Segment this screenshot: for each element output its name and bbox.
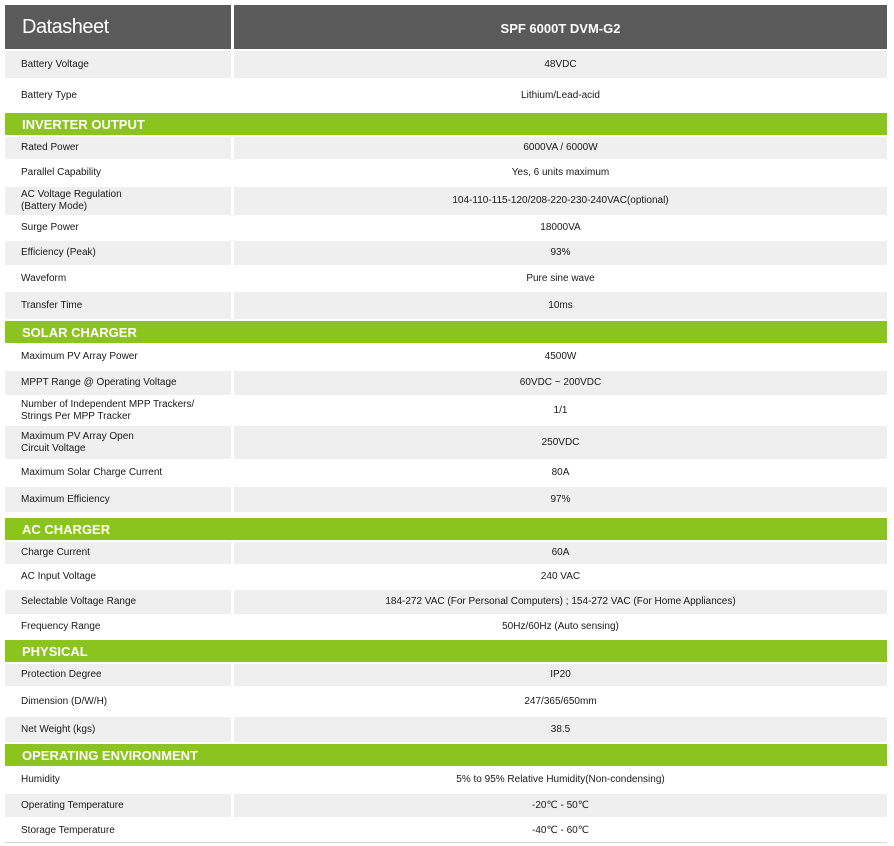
- row-label: Surge Power: [5, 217, 231, 239]
- row-label: Humidity: [5, 768, 231, 792]
- row-value: 5% to 95% Relative Humidity(Non-condensing): [234, 768, 887, 792]
- row-rated-power: [5, 135, 887, 159]
- row-label: Net Weight (kgs): [5, 717, 231, 742]
- row-value: 93%: [234, 241, 887, 265]
- row-parallel-capability: [5, 159, 887, 185]
- row-protection-degree: [5, 662, 887, 686]
- row-mppt-range: [5, 369, 887, 395]
- row-waveform: [5, 265, 887, 290]
- row-net-weight: [5, 715, 887, 742]
- row-value: 38.5: [234, 717, 887, 742]
- row-label: Number of Independent MPP Trackers/ Strings Per MPP Tracker: [5, 397, 231, 424]
- row-label: Frequency Range: [5, 616, 231, 638]
- row-label: Transfer Time: [5, 292, 231, 319]
- row-value: -40℃ - 60℃: [234, 819, 887, 842]
- row-label: Maximum Solar Charge Current: [5, 461, 231, 485]
- row-label: Selectable Voltage Range: [5, 590, 231, 614]
- row-operating-temperature: [5, 792, 887, 817]
- row-value: 247/365/650mm: [234, 688, 887, 715]
- row-label: Dimension (D/W/H): [5, 688, 231, 715]
- row-ac-voltage-regulation: [5, 185, 887, 215]
- row-value: 48VDC: [234, 51, 887, 78]
- model-name: SPF 6000T DVM-G2: [234, 5, 887, 49]
- datasheet-title: Datasheet: [5, 5, 231, 49]
- row-label: Battery Type: [5, 80, 231, 111]
- row-battery-type: [5, 78, 887, 111]
- row-label: Battery Voltage: [5, 51, 231, 78]
- row-surge-power: [5, 215, 887, 239]
- row-label: Maximum Efficiency: [5, 487, 231, 512]
- row-value: 104-110-115-120/208-220-230-240VAC(optional): [234, 187, 887, 215]
- row-value: 184-272 VAC (For Personal Computers) ; 154-272 VAC (For Home Appliances): [234, 590, 887, 614]
- row-value: -20℃ - 50℃: [234, 794, 887, 817]
- row-value: 4500W: [234, 345, 887, 369]
- row-value: 10ms: [234, 292, 887, 319]
- row-label: MPPT Range @ Operating Voltage: [5, 371, 231, 395]
- row-value: 60A: [234, 542, 887, 564]
- row-value: 60VDC ~ 200VDC: [234, 371, 887, 395]
- row-label: Maximum PV Array Open Circuit Voltage: [5, 426, 231, 459]
- row-storage-temperature: [5, 817, 887, 842]
- row-value: 1/1: [234, 397, 887, 424]
- row-value: 18000VA: [234, 217, 887, 239]
- row-label: Parallel Capability: [5, 161, 231, 185]
- row-label: Protection Degree: [5, 664, 231, 686]
- section-solar-charger: SOLAR CHARGER: [5, 319, 887, 343]
- row-value: 240 VAC: [234, 566, 887, 588]
- row-charge-current: [5, 540, 887, 564]
- row-value: 6000VA / 6000W: [234, 137, 887, 159]
- table-bottom-border: [5, 842, 887, 843]
- row-max-efficiency: [5, 485, 887, 512]
- section-inverter-output: INVERTER OUTPUT: [5, 111, 887, 135]
- row-max-pv-power: [5, 343, 887, 369]
- row-value: 250VDC: [234, 426, 887, 459]
- section-operating-environment: OPERATING ENVIRONMENT: [5, 742, 887, 766]
- row-value: 97%: [234, 487, 887, 512]
- row-label: Operating Temperature: [5, 794, 231, 817]
- row-value: IP20: [234, 664, 887, 686]
- row-value: Lithium/Lead-acid: [234, 80, 887, 111]
- row-dimension: [5, 686, 887, 715]
- row-label: Waveform: [5, 267, 231, 290]
- row-label: Storage Temperature: [5, 819, 231, 842]
- row-selectable-voltage-range: [5, 588, 887, 614]
- row-frequency-range: [5, 614, 887, 638]
- row-value: Pure sine wave: [234, 267, 887, 290]
- row-transfer-time: [5, 290, 887, 319]
- row-mpp-trackers: [5, 395, 887, 424]
- row-value: 50Hz/60Hz (Auto sensing): [234, 616, 887, 638]
- row-label: Rated Power: [5, 137, 231, 159]
- row-label: Charge Current: [5, 542, 231, 564]
- row-value: Yes, 6 units maximum: [234, 161, 887, 185]
- row-label: Maximum PV Array Power: [5, 345, 231, 369]
- row-efficiency-peak: [5, 239, 887, 265]
- row-humidity: [5, 766, 887, 792]
- row-label: AC Voltage Regulation (Battery Mode): [5, 187, 231, 215]
- datasheet-table: [5, 5, 887, 842]
- row-value: 80A: [234, 461, 887, 485]
- table-header: [5, 5, 887, 49]
- row-label: AC Input Voltage: [5, 566, 231, 588]
- row-ac-input-voltage: [5, 564, 887, 588]
- row-battery-voltage: [5, 49, 887, 78]
- row-max-pv-open-voltage: [5, 424, 887, 459]
- section-physical: PHYSICAL: [5, 638, 887, 662]
- row-max-solar-current: [5, 459, 887, 485]
- row-label: Efficiency (Peak): [5, 241, 231, 265]
- section-ac-charger: AC CHARGER: [5, 516, 887, 540]
